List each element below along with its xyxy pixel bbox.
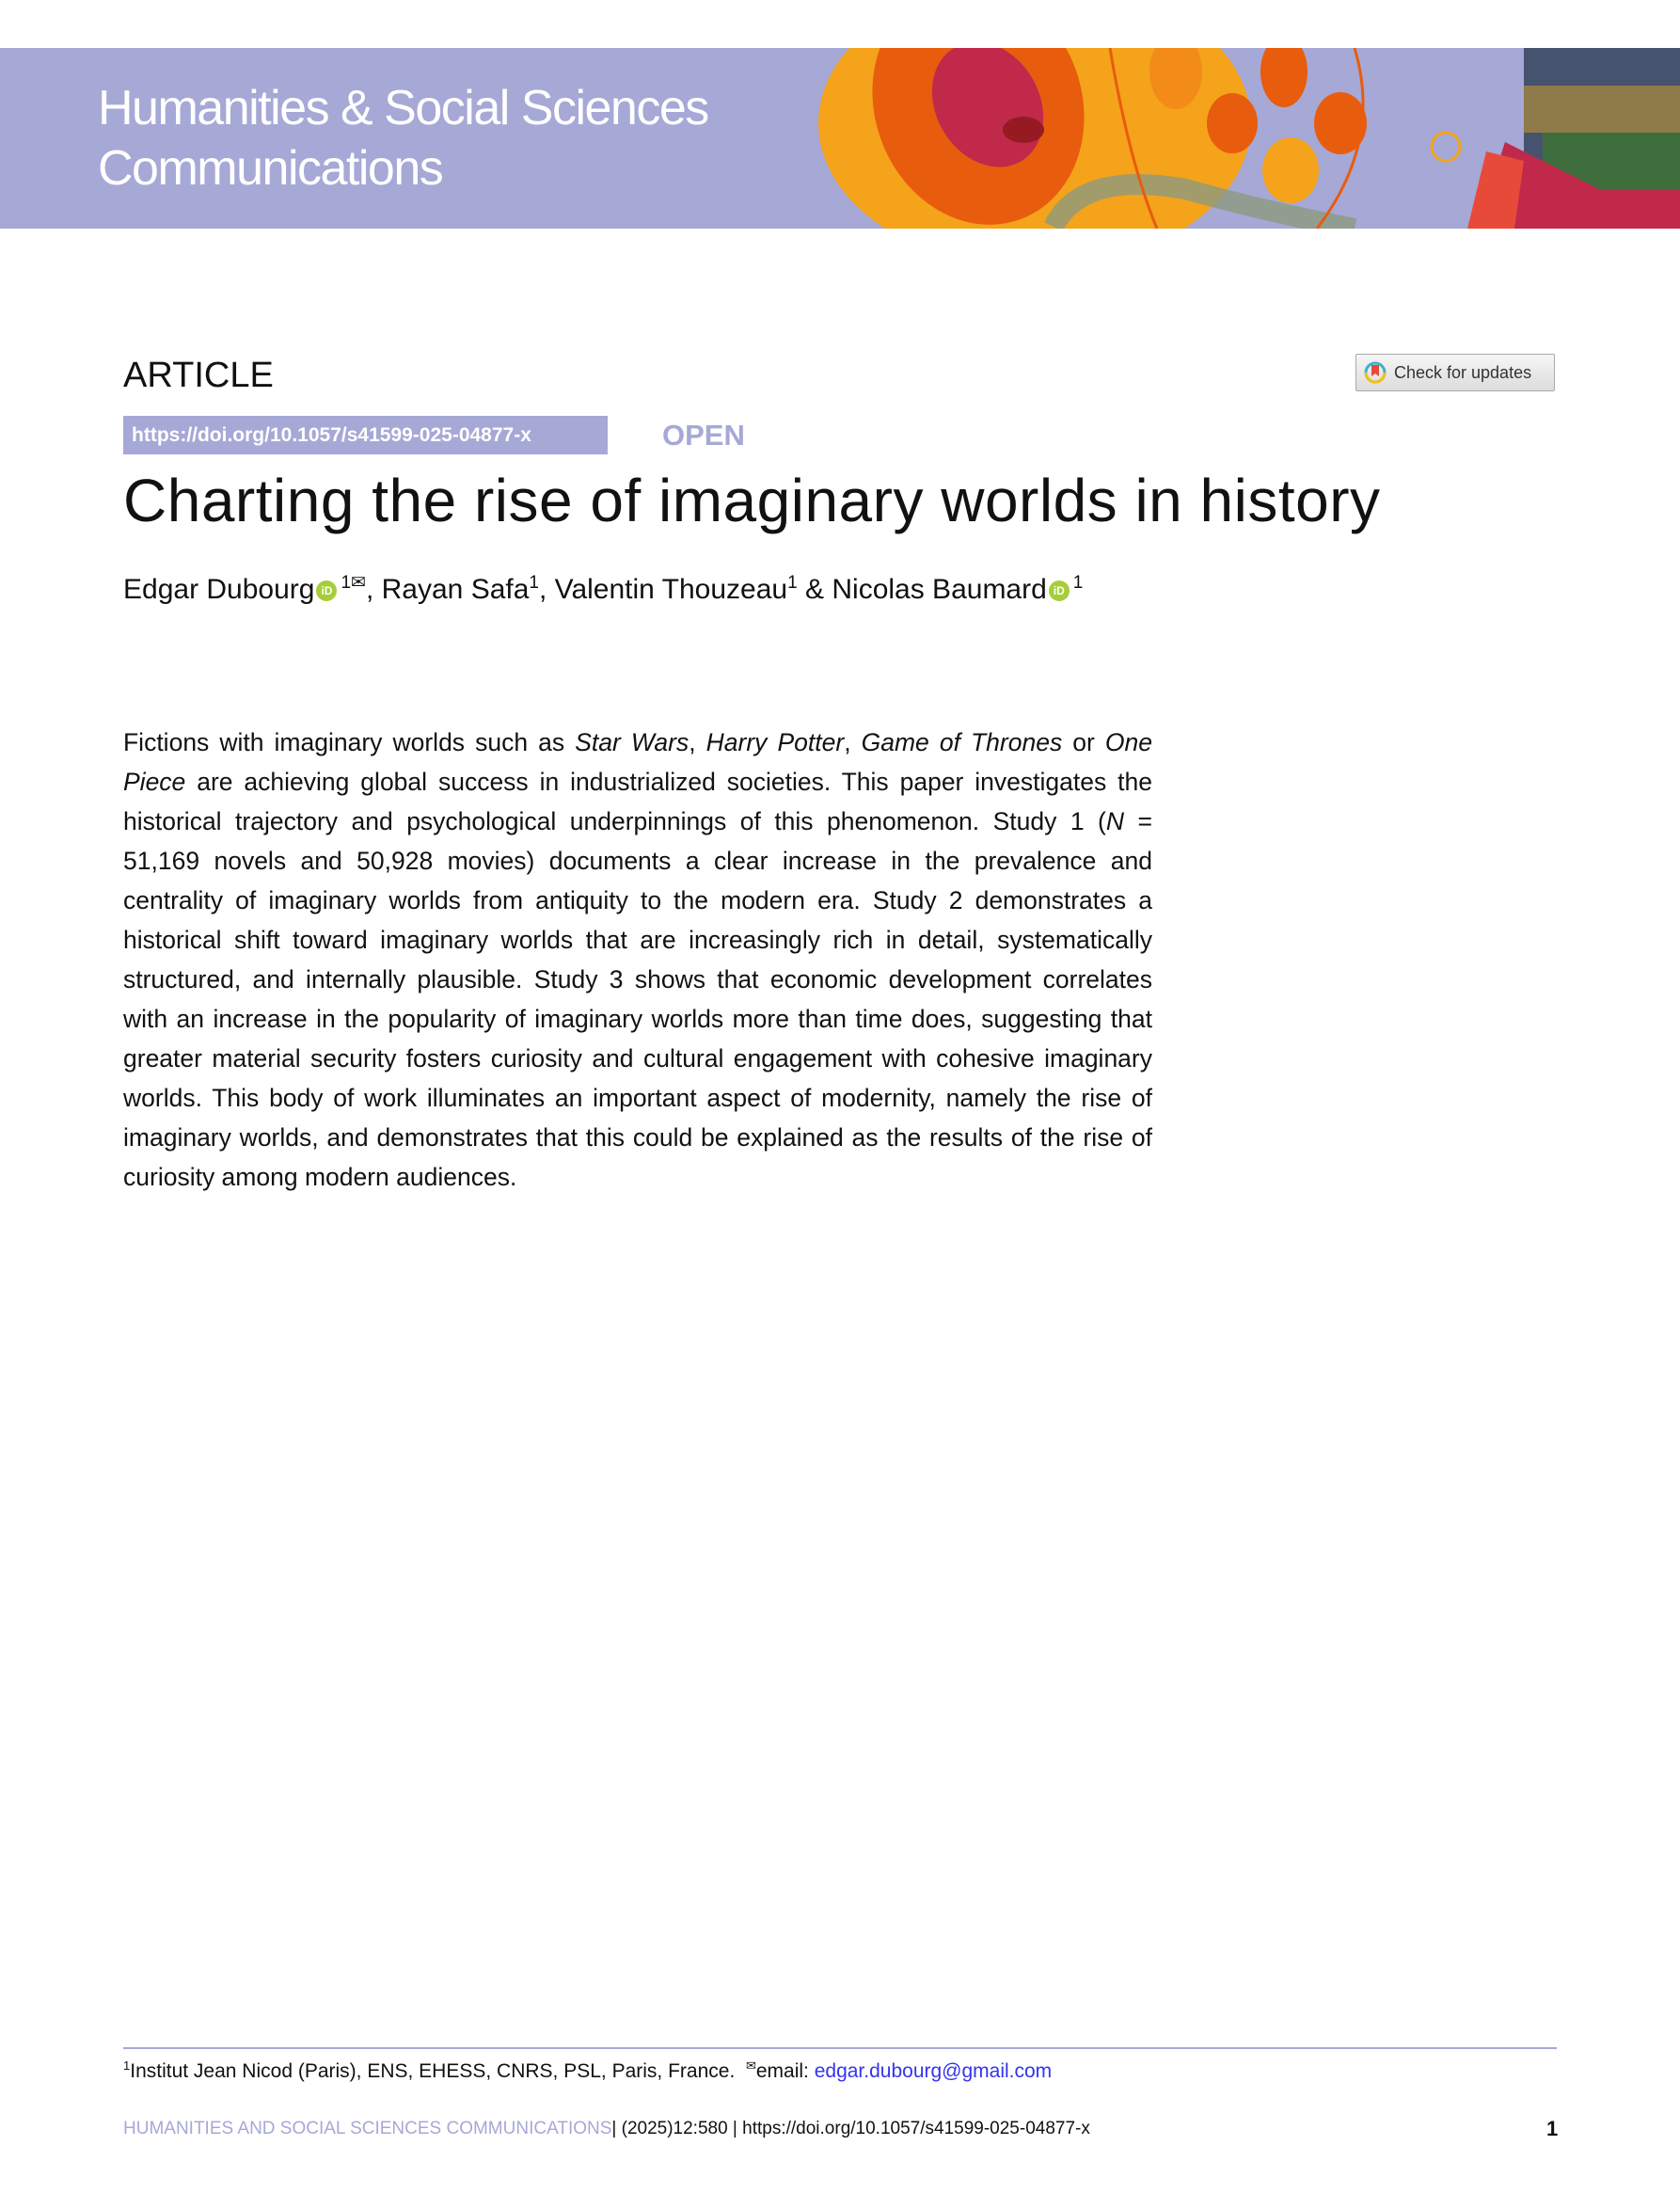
journal-name — [98, 78, 708, 199]
abstract-italic: Star Wars — [575, 728, 689, 756]
abstract-text: , — [844, 728, 862, 756]
footnote-divider — [123, 2047, 1557, 2049]
affiliation-footnote — [123, 2058, 1052, 2083]
email-label: email: — [755, 2060, 815, 2082]
check-for-updates-button[interactable] — [1355, 354, 1555, 391]
separator: , — [539, 574, 555, 605]
affiliation-marker: 1 — [1072, 573, 1084, 593]
article-type: ARTICLE — [123, 356, 274, 395]
affiliation-marker: 1 — [529, 573, 539, 593]
abstract-italic: Game of Thrones — [861, 728, 1063, 756]
article-title: Charting the rise of imaginary worlds in history — [123, 467, 1381, 534]
email-envelope-icon: ✉ — [351, 573, 366, 593]
journal-name-line2: Communications — [98, 141, 443, 196]
separator: , — [365, 574, 382, 605]
author-name[interactable]: Valentin Thouzeau — [554, 574, 788, 605]
abstract-text: or — [1062, 728, 1105, 756]
author-list — [123, 572, 1083, 606]
journal-banner — [0, 48, 1680, 229]
abstract — [123, 723, 1152, 1197]
footer-citation: | (2025)12:580 | https://doi.org/10.1057/s41599-025-04877-x — [611, 2119, 1090, 2138]
author-name[interactable]: Edgar Dubourg — [123, 574, 315, 605]
affiliation-marker: 1 — [341, 573, 352, 593]
open-access-badge: OPEN — [662, 419, 745, 452]
check-for-updates-label: Check for updates — [1394, 362, 1532, 382]
journal-name-line1: Humanities & Social Sciences — [98, 81, 708, 135]
doi-link[interactable]: https://doi.org/10.1057/s41599-025-04877-x — [123, 416, 608, 454]
affiliation-marker: 1 — [123, 2058, 131, 2073]
separator: & — [797, 574, 832, 605]
crossmark-icon — [1364, 360, 1387, 385]
email-envelope-icon: ✉ — [745, 2058, 756, 2073]
page-number: 1 — [1546, 2117, 1559, 2140]
abstract-text: are achieving global success in industrialized societies. This paper investigates the historical trajectory and psychological underpinnings of this phenomenon. Study 1 ( — [123, 768, 1152, 835]
affiliation-marker: 1 — [787, 573, 798, 593]
page-footer — [123, 2119, 1090, 2139]
abstract-text: Fictions with imaginary worlds such as — [123, 728, 576, 756]
abstract-italic: Harry Potter — [705, 728, 845, 756]
affiliation-text: Institut Jean Nicod (Paris), ENS, EHESS, CNRS, PSL, Paris, France. — [130, 2060, 736, 2082]
author-name[interactable]: Nicolas Baumard — [832, 574, 1047, 605]
abstract-text: = 51,169 novels and 50,928 movies) documents a clear increase in the prevalence and centrality of imaginary worlds from antiquity to the modern era. Study 2 demonstrates a historical shift toward imaginary worlds that are increasingly rich in detail, systematically structured, and internally plausible. Study 3 shows that economic development correlates with an increase in the popularity of imaginary worlds more than time does, suggesting that greater material security fosters curiosity and cultural engagement with cohesive imaginary worlds. This body of work illuminates an important aspect of modernity, namely the rise of imaginary worlds, and demonstrates that this could be explained as the results of the rise of curiosity among modern audiences. — [123, 807, 1152, 1191]
abstract-italic: N — [1105, 807, 1125, 835]
abstract-text: , — [689, 728, 706, 756]
orcid-icon[interactable]: iD — [316, 580, 337, 601]
email-link[interactable]: edgar.dubourg@gmail.com — [814, 2060, 1053, 2082]
footer-journal-name: HUMANITIES AND SOCIAL SCIENCES COMMUNICATIONS — [123, 2119, 612, 2138]
orcid-icon[interactable]: iD — [1049, 580, 1070, 601]
author-name[interactable]: Rayan Safa — [381, 574, 530, 605]
abstract-italic: One Piece — [123, 728, 1152, 796]
